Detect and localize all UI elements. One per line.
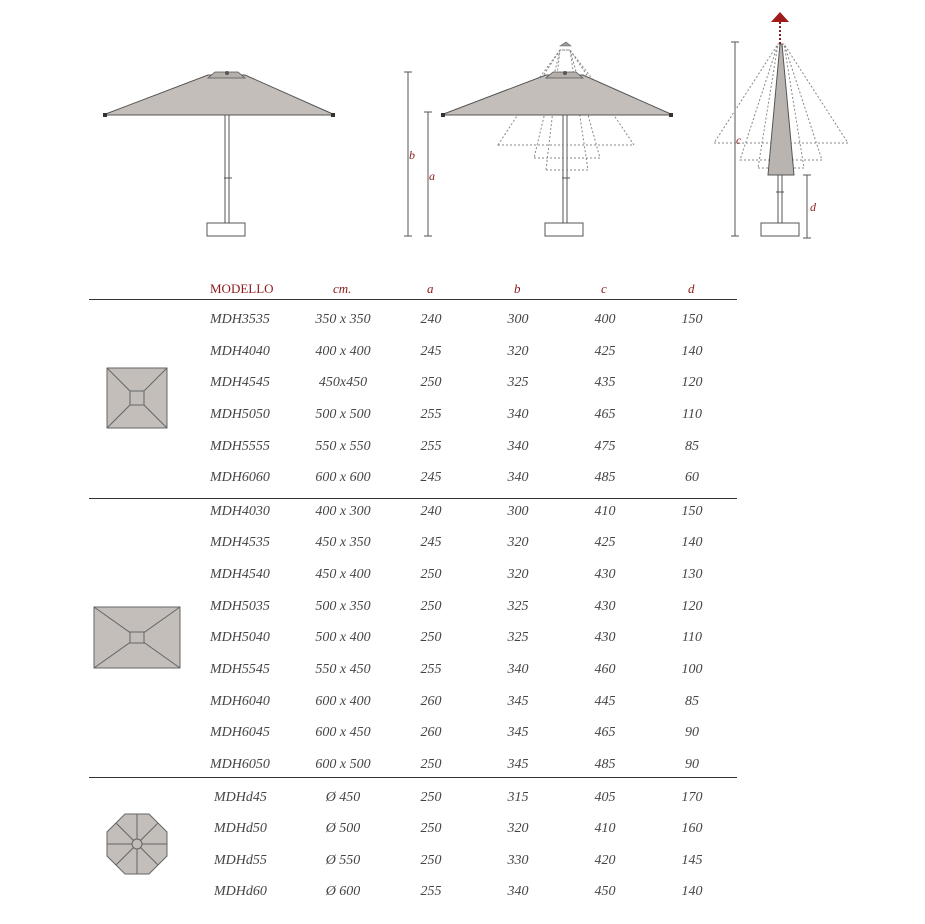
- table-cell: 340: [507, 470, 529, 485]
- table-cell: 320: [507, 821, 529, 836]
- table-cell: 450x450: [318, 375, 368, 390]
- table-cell: 250: [420, 757, 442, 772]
- table-cell: 345: [507, 725, 529, 740]
- model-name: MDHd50: [214, 821, 267, 836]
- table-cell: 325: [507, 599, 529, 614]
- model-name: MDH4040: [210, 344, 270, 359]
- rectangle-icon: [93, 606, 181, 669]
- table-cell: 250: [420, 375, 442, 390]
- table-cell: 320: [507, 567, 529, 582]
- table-cell: 330: [507, 853, 529, 868]
- table-cell: 430: [594, 599, 616, 614]
- model-name: MDH4545: [210, 375, 270, 390]
- square-icon: [106, 367, 168, 429]
- table-cell: 110: [682, 407, 702, 422]
- umbrella-diagrams: [0, 0, 925, 260]
- dimension-label-a: a: [429, 169, 435, 183]
- table-cell: 450 x 400: [315, 567, 371, 582]
- table-cell: 90: [685, 757, 699, 772]
- table-cell: 600 x 450: [315, 725, 371, 740]
- model-name: MDH4535: [210, 535, 270, 550]
- table-cell: 445: [594, 694, 616, 709]
- table-cell: 400 x 300: [315, 504, 371, 519]
- dimension-label-c: c: [736, 133, 742, 147]
- model-name: MDH5050: [210, 407, 270, 422]
- table-cell: 255: [420, 439, 442, 454]
- header-d: d: [688, 281, 695, 296]
- table-cell: 400: [594, 312, 616, 327]
- header-c: c: [601, 281, 607, 296]
- model-name: MDH6040: [210, 694, 270, 709]
- table-cell: 250: [420, 790, 442, 805]
- table-cell: Ø 550: [325, 853, 361, 868]
- table-cell: Ø 450: [325, 790, 361, 805]
- arrow-up-icon: [771, 12, 789, 22]
- model-name: MDH5035: [210, 599, 270, 614]
- table-cell: 420: [594, 853, 616, 868]
- table-cell: 145: [681, 853, 703, 868]
- table-cell: 300: [507, 312, 529, 327]
- table-cell: 435: [594, 375, 616, 390]
- table-cell: 345: [507, 757, 529, 772]
- table-cell: 255: [420, 884, 442, 899]
- table-cell: 245: [420, 535, 442, 550]
- dimension-label-b: b: [409, 148, 415, 162]
- table-cell: 340: [507, 407, 529, 422]
- table-cell: 245: [420, 344, 442, 359]
- table-cell: 255: [420, 662, 442, 677]
- model-name: MDH6060: [210, 470, 270, 485]
- table-cell: 410: [594, 821, 616, 836]
- table-cell: 255: [420, 407, 442, 422]
- table-cell: 465: [594, 725, 616, 740]
- model-name: MDH4030: [210, 504, 270, 519]
- table-cell: 465: [594, 407, 616, 422]
- model-name: MDHd55: [214, 853, 267, 868]
- table-cell: 450 x 350: [315, 535, 371, 550]
- table-cell: 170: [681, 790, 703, 805]
- table-cell: 250: [420, 821, 442, 836]
- table-cell: 600 x 500: [315, 757, 371, 772]
- table-cell: 450: [594, 884, 616, 899]
- model-name: MDH6045: [210, 725, 270, 740]
- table-cell: 325: [507, 375, 529, 390]
- table-cell: 320: [507, 344, 529, 359]
- umbrella-open-illustration: [103, 71, 335, 236]
- table-cell: 400 x 400: [315, 344, 371, 359]
- header-b: b: [514, 281, 521, 296]
- table-cell: 600 x 600: [315, 470, 371, 485]
- table-cell: 425: [594, 535, 616, 550]
- table-cell: 150: [681, 504, 703, 519]
- model-name: MDH5040: [210, 630, 270, 645]
- table-cell: 550 x 450: [315, 662, 371, 677]
- table-cell: 250: [420, 853, 442, 868]
- table-cell: 100: [681, 662, 703, 677]
- table-cell: 430: [594, 567, 616, 582]
- table-cell: 405: [594, 790, 616, 805]
- table-cell: 460: [594, 662, 616, 677]
- table-cell: 250: [420, 599, 442, 614]
- table-cell: 85: [685, 439, 699, 454]
- table-cell: 300: [507, 504, 529, 519]
- header-a: a: [427, 281, 434, 296]
- table-cell: 425: [594, 344, 616, 359]
- table-cell: Ø 600: [325, 884, 361, 899]
- header-cm: cm.: [333, 281, 352, 296]
- table-cell: 340: [507, 662, 529, 677]
- table-cell: 260: [420, 725, 442, 740]
- table-cell: 600 x 400: [315, 694, 371, 709]
- model-name: MDH3535: [210, 312, 270, 327]
- dimension-label-d: d: [810, 200, 816, 214]
- table-cell: 340: [507, 884, 529, 899]
- table-cell: 550 x 550: [315, 439, 371, 454]
- table-cell: 130: [681, 567, 703, 582]
- table-cell: 85: [685, 694, 699, 709]
- model-name: MDH4540: [210, 567, 270, 582]
- table-cell: 60: [685, 470, 699, 485]
- model-name: MDH6050: [210, 757, 270, 772]
- model-name: MDH5555: [210, 439, 270, 454]
- table-cell: 500 x 350: [315, 599, 371, 614]
- table-cell: 250: [420, 630, 442, 645]
- table-cell: 485: [594, 470, 616, 485]
- header-modello: MODELLO: [210, 281, 274, 296]
- table-cell: 120: [681, 599, 703, 614]
- table-cell: 140: [681, 535, 703, 550]
- table-cell: 350 x 350: [315, 312, 371, 327]
- table-cell: 345: [507, 694, 529, 709]
- table-cell: 140: [681, 344, 703, 359]
- table-cell: 260: [420, 694, 442, 709]
- table-cell: 245: [420, 470, 442, 485]
- model-name: MDHd45: [214, 790, 267, 805]
- table-cell: 240: [420, 312, 442, 327]
- group-divider: [89, 777, 737, 778]
- table-cell: 250: [420, 567, 442, 582]
- table-cell: 160: [681, 821, 703, 836]
- table-cell: 485: [594, 757, 616, 772]
- header-divider: [89, 299, 737, 300]
- dimension-lines-a-b: [404, 72, 435, 236]
- model-name: MDHd60: [214, 884, 267, 899]
- table-cell: 475: [594, 439, 616, 454]
- table-cell: 150: [681, 312, 703, 327]
- table-cell: 90: [685, 725, 699, 740]
- table-cell: 110: [682, 630, 702, 645]
- table-cell: 315: [507, 790, 529, 805]
- table-cell: Ø 500: [325, 821, 361, 836]
- model-name: MDH5545: [210, 662, 270, 677]
- table-cell: 500 x 400: [315, 630, 371, 645]
- octagon-icon: [105, 812, 169, 876]
- table-cell: 430: [594, 630, 616, 645]
- table-cell: 340: [507, 439, 529, 454]
- umbrella-closed-illustration: [714, 12, 848, 238]
- table-cell: 120: [681, 375, 703, 390]
- umbrella-motion-illustration: [441, 42, 673, 236]
- group-divider: [89, 498, 737, 499]
- table-cell: 240: [420, 504, 442, 519]
- table-cell: 140: [681, 884, 703, 899]
- table-cell: 410: [594, 504, 616, 519]
- table-cell: 500 x 500: [315, 407, 371, 422]
- table-cell: 320: [507, 535, 529, 550]
- table-cell: 325: [507, 630, 529, 645]
